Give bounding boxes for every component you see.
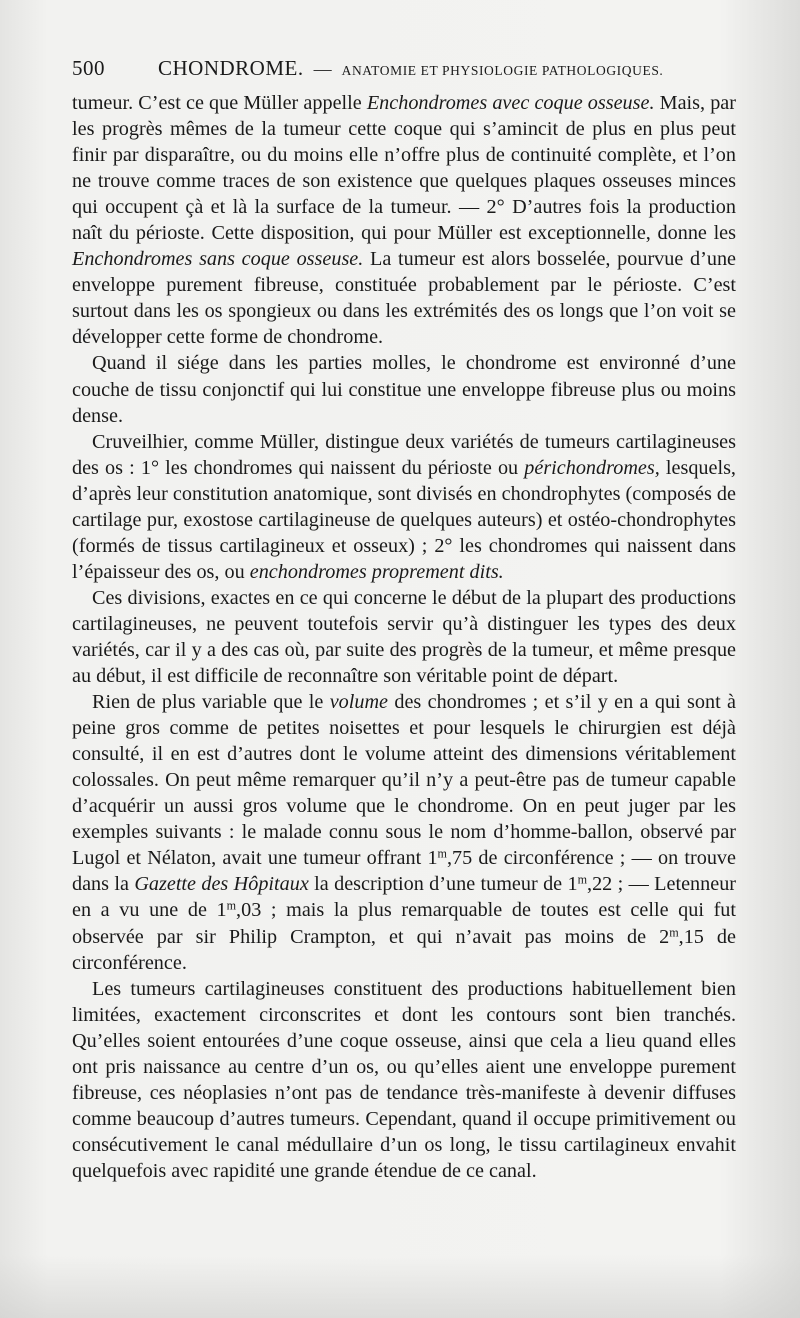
- text-run: Mais, par les progrès mêmes de la tumeur cette coque qui s’amincit de plus en plus peut finir par disparaître, ou du moins elle n’offre plus de continuité complète, et l’on ne trouve comme traces de son existence que quelques plaques osseuses minces qui occupent çà et là la surface de la tumeur. — 2° D’autres fois la production naît du périoste. Cette disposition, qui pour Müller est exceptionnelle, donne les: [72, 92, 736, 245]
- paragraph: [72, 429, 736, 585]
- paragraph: [72, 976, 736, 1184]
- italic-text: Gazette des Hôpitaux: [134, 873, 309, 896]
- text-run: Ces divisions, exactes en ce qui concerne le début de la plupart des productions cartilagineuses, ne peuvent toutefois servir qu’à distinguer les types des deux variétés, car il y a des cas où, par suite des progrès de la tumeur, et même presque au début, il est difficile de reconnaître son véritable point de départ.: [72, 586, 736, 688]
- unit-superscript: m: [437, 846, 447, 861]
- unit-superscript: m: [226, 898, 237, 913]
- text-run: ,15 de circonférence.: [72, 925, 736, 974]
- paragraph: [72, 585, 736, 689]
- running-title: CHONDROME.: [158, 56, 304, 80]
- text-run: La tumeur est alors bosselée, pourvue d’une enveloppe purement fibreuse, constituée probablement par le périoste. C’est surtout dans les os spongieux ou dans les extrémités des os longs que l’on voit se développer cette forme de chondrome.: [72, 248, 736, 349]
- unit-superscript: m: [577, 872, 588, 887]
- text-run: Rien de plus variable que le: [92, 691, 330, 714]
- header-dash: —: [313, 59, 332, 79]
- text-run: Cruveilhier, comme Müller, distingue deux variétés de tumeurs cartilagineuses des os : 1° les chondromes qui naissent du périoste ou: [72, 430, 736, 479]
- text-run: la description d’une tumeur de 1: [308, 873, 578, 896]
- text-run: ,03 ; mais la plus remarquable de toutes est celle qui fut observée par sir Philip Crampton, et qui n’avait pas moins de 2: [72, 899, 737, 948]
- paragraph: [72, 90, 736, 350]
- running-header: [72, 56, 742, 86]
- text-run: ,22 ; — Letenneur en a vu une de 1: [72, 873, 737, 922]
- paragraph: [72, 350, 736, 428]
- body-text: [72, 90, 736, 1184]
- text-run: lesquels, d’après leur constitution anatomique, sont divisés en chondrophytes (composés de cartilage pur, exostose cartilagineuse de quelques auteurs) et ostéo-chondrophytes (formés de tissus cartilagineux et osseux) ; 2° les chondromes qui naissent dans l’épaisseur des os, ou: [72, 456, 736, 583]
- italic-text: Enchondromes avec coque osseuse.: [366, 92, 655, 114]
- page-edge-shadow: [0, 1255, 800, 1318]
- text-run: tumeur. C’est ce que Müller appelle: [72, 92, 367, 114]
- italic-text: Enchondromes sans coque osseuse.: [72, 248, 364, 271]
- paragraph: [72, 689, 736, 976]
- running-subtitle: ANATOMIE ET PHYSIOLOGIE PATHOLOGIQUES.: [341, 63, 664, 78]
- text-run: Quand il siége dans les parties molles, le chondrome est environné d’une couche de tissu conjonctif qui lui constitue une enveloppe fibreuse plus ou moins dense.: [72, 352, 736, 427]
- unit-superscript: m: [669, 924, 679, 939]
- italic-text: enchondromes proprement dits.: [249, 560, 504, 583]
- page-number: 500: [72, 56, 105, 80]
- text-run: Les tumeurs cartilagineuses constituent des productions habituellement bien limitées, exactement circonscrites et dont les contours sont bien tranchés. Qu’elles soient entourées d’une coque osseuse, ainsi que cela a lieu quand elles ont pris naissance au centre d’un os, ou qu’elles aient une enveloppe purement fibreuse, ces néoplasies n’ont pas de tendance très-manifeste à devenir diffuses comme beaucoup d’autres tumeurs. Cependant, quand il occupe primitivement ou consécutivement le canal médullaire d’un os long, le tissu cartilagineux envahit quelquefois avec rapidité une grande étendue de ce canal.: [72, 977, 736, 1182]
- italic-text: périchondromes,: [524, 456, 660, 479]
- text-run: ,75 de circonférence ; — on trouve dans la: [72, 847, 736, 896]
- text-run: des chondromes ; et s’il y en a qui sont à peine gros comme de petites noisettes et pour lesquels le chirurgien est déjà consulté, il en est d’autres dont le volume atteint des dimensions véritablement colossales. On peut même remarquer qu’il n’y a peut-être pas de tumeur capable d’acquérir un aussi gros volume que le chondrome. On en peut juger par les exemples suivants : le malade connu sous le nom d’homme-ballon, observé par Lugol et Nélaton, avait une tumeur offrant 1: [72, 691, 736, 870]
- italic-text: volume: [329, 691, 388, 714]
